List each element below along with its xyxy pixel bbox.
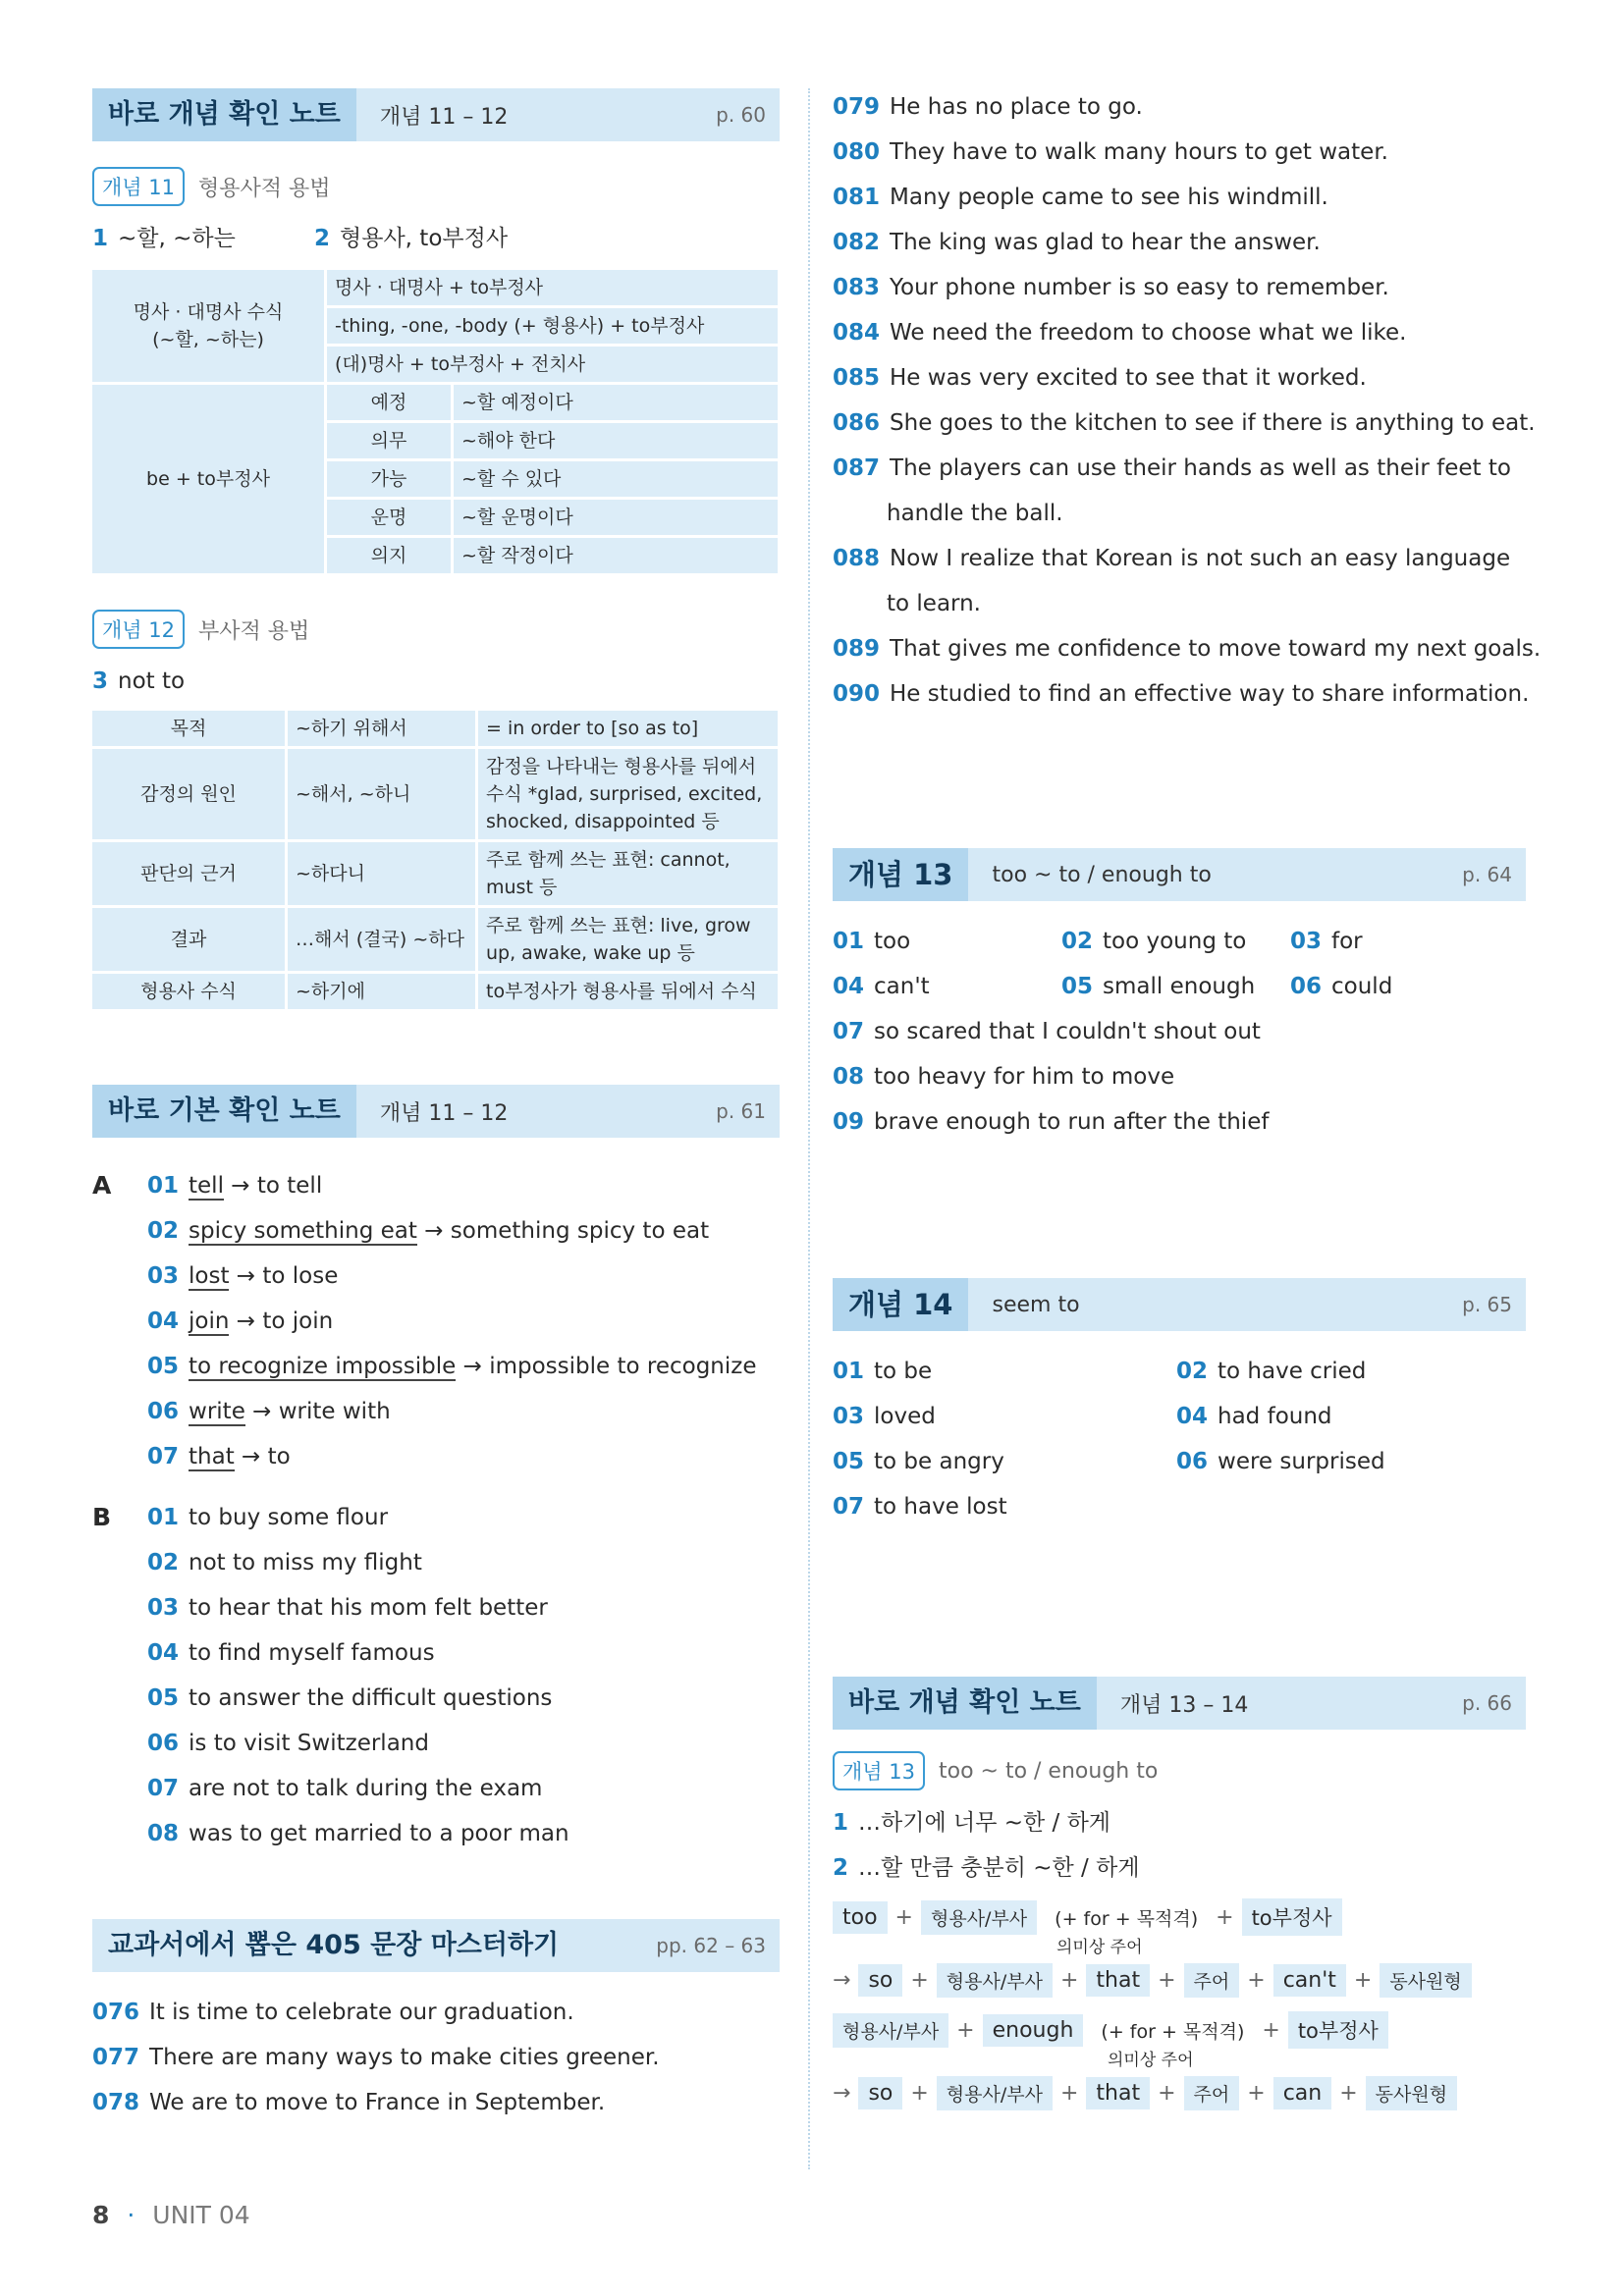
list-item: 06 write → write with (147, 1399, 391, 1424)
page-ref: p. 61 (716, 1099, 766, 1123)
list-item: 07 that → to (147, 1444, 291, 1469)
sentence-item: 081 Many people came to see his windmill. (833, 185, 1328, 210)
answer-item: 05 small enough (1061, 974, 1256, 999)
concept-answer: 1 …하기에 너무 ~한 / 하게 (833, 1810, 1111, 1836)
concept-badge: 개념 13 (833, 1751, 925, 1790)
list-item: 04 to find myself famous (147, 1640, 435, 1666)
answer-item: 09 brave enough to run after the thief (833, 1109, 1270, 1135)
sentence-item: 084 We need the freedom to choose what we like. (833, 320, 1407, 346)
list-item: 08 was to get married to a poor man (147, 1821, 569, 1846)
answer-item: 03 loved (833, 1404, 936, 1429)
concept-11-answers: 1 ~할, ~하는 2 형용사, to부정사 (92, 226, 509, 251)
section-header-concept-check-11-12 (92, 88, 780, 141)
section-title: 개념 14 (833, 1278, 968, 1331)
left-column (92, 88, 780, 2125)
section-a (92, 1163, 780, 1479)
concept-14-answers (833, 1349, 1526, 1529)
section-letter: B (92, 1503, 112, 1531)
sentence-continuation: to learn. (887, 591, 981, 616)
concept-title: 형용사적 용법 (197, 176, 331, 201)
concept-badge: 개념 11 (92, 167, 185, 206)
section-header-basic-check-11-12 (92, 1085, 780, 1138)
concept-12-heading (92, 610, 780, 649)
concept-range: 개념 11 – 12 (379, 1100, 509, 1126)
sentence-item: 078 We are to move to France in September. (92, 2090, 606, 2115)
concept-13-heading (833, 1751, 1526, 1790)
concept-range: 개념 11 – 12 (379, 104, 509, 130)
concept-answer: 2 …할 만큼 충분히 ~한 / 하게 (833, 1855, 1140, 1881)
sentence-item: 080 They have to walk many hours to get water. (833, 139, 1388, 165)
page-ref: p. 64 (1462, 863, 1512, 886)
answer-item: 02 too young to (1061, 929, 1247, 954)
concept-13-answers (833, 919, 1526, 1009)
section-b (92, 1495, 780, 1856)
sentence-item: 088 Now I realize that Korean is not such an easy language (833, 546, 1511, 571)
section-title: 바로 개념 확인 노트 (833, 1677, 1097, 1730)
list-item: 07 are not to talk during the exam (147, 1776, 543, 1801)
page-ref: p. 66 (1462, 1691, 1512, 1715)
answer-item: 01 to be (833, 1359, 933, 1384)
list-item: 04 join → to join (147, 1308, 334, 1334)
adverbial-usage-table: 목적 ~하기 위해서 = in order to [so as to] 감정의 원인 ~해서, ~하니 감정을 나타내는 형용사를 뒤에서 수식 *glad, surprised, excited, shocked, disappointed 등 판단의 근거 ~하다니 주로 함께 쓰는 표현: cannot, must 등 결과 …해서 (결국) ~하다 주로 함께 쓰는 표현: live, grow up, awake, wake up 등 형용사 수식 ~하기에 to부정사가 형용사를 뒤에서 수식 (89, 708, 781, 1012)
list-item: 05 to answer the difficult questions (147, 1685, 553, 1711)
adjectival-usage-table: 명사 · 대명사 수식 (~할, ~하는) 명사 · 대명사 + to부정사 -thing, -one, -body (+ 형용사) + to부정사 (대)명사 + to부정사 + 전치사 be + to부정사 예정 ~할 예정이다 의무 ~해야 한다 가능 ~할 수 있다 운명 ~할 운명이다 의지 ~할 작정이다 (89, 267, 781, 576)
concept-range: seem to (992, 1292, 1080, 1317)
subject-note: 의미상 주어 (1108, 2051, 1194, 2070)
sentence-item: 089 That gives me confidence to move toward my next goals. (833, 636, 1542, 662)
formula-enough-to: 형용사/부사 + enough (+ for + 목적격) + to부정사 의미상 주어 → so + 형용사/부사 + that + 주어 + can + 동사원형 (833, 2011, 1526, 2110)
answer-item: 02 to have cried (1176, 1359, 1367, 1384)
list-item: 05 to recognize impossible → impossible to recognize (147, 1354, 757, 1379)
section-letter: A (92, 1171, 112, 1200)
list-item: 03 to hear that his mom felt better (147, 1595, 548, 1621)
page-number: 8 (92, 2201, 110, 2229)
sentence-continuation: handle the ball. (887, 501, 1063, 526)
sentence-item: 079 He has no place to go. (833, 94, 1143, 120)
sentence-item: 085 He was very excited to see that it worked. (833, 365, 1367, 391)
answer-item: 04 had found (1176, 1404, 1332, 1429)
page-ref: p. 65 (1462, 1293, 1512, 1316)
list-item: 01 tell → to tell (147, 1173, 323, 1199)
page-footer: 8 · UNIT 04 (92, 2201, 250, 2229)
answer-item: 01 too (833, 929, 911, 954)
concept-range: 개념 13 – 14 (1119, 1692, 1249, 1718)
sentence-item: 087 The players can use their hands as well as their feet to (833, 455, 1511, 481)
section-title: 바로 기본 확인 노트 (92, 1085, 356, 1138)
list-item: 01 to buy some flour (147, 1505, 389, 1530)
concept-title: 부사적 용법 (197, 618, 310, 644)
section-header-concept-check-13-14 (833, 1677, 1526, 1730)
sentence-item: 083 Your phone number is so easy to remember. (833, 275, 1389, 300)
section-title: 교과서에서 뽑은 405 문장 마스터하기 (108, 1930, 560, 1960)
concept-11-heading (92, 167, 780, 206)
concept-12-answer: 3 not to (92, 668, 186, 694)
list-item: 02 spicy something eat → something spicy to eat (147, 1218, 710, 1244)
list-item: 02 not to miss my flight (147, 1550, 422, 1575)
answer-item: 04 can't (833, 974, 930, 999)
unit-label: UNIT 04 (152, 2201, 250, 2229)
answer-item: 07 so scared that I couldn't shout out (833, 1019, 1261, 1044)
subject-note: 의미상 주어 (1056, 1938, 1143, 1957)
concept-badge: 개념 12 (92, 610, 185, 649)
concept-range: too ~ to / enough to (992, 862, 1212, 887)
answer-item: 06 were surprised (1176, 1449, 1385, 1474)
section-title: 바로 개념 확인 노트 (92, 88, 356, 141)
page-ref: p. 60 (716, 103, 766, 127)
list-item: 03 lost → to lose (147, 1263, 339, 1289)
sentence-item: 076 It is time to celebrate our graduation. (92, 2000, 574, 2025)
column-divider (808, 88, 810, 2169)
answer-item: 05 to be angry (833, 1449, 1004, 1474)
sentence-item: 090 He studied to find an effective way to share information. (833, 681, 1530, 707)
section-title: 개념 13 (833, 848, 968, 901)
sentence-item: 086 She goes to the kitchen to see if there is anything to eat. (833, 410, 1536, 436)
page-ref: pp. 62 – 63 (656, 1934, 766, 1957)
concept-title: too ~ to / enough to (938, 1758, 1159, 1784)
section-header-concept-13 (833, 848, 1526, 901)
list-item: 06 is to visit Switzerland (147, 1731, 429, 1756)
formula-too-to: too + 형용사/부사 (+ for + 목적격) + to부정사 의미상 주어 → so + 형용사/부사 + that + 주어 + can't + 동사원형 (833, 1898, 1526, 1998)
right-column (833, 84, 1542, 2110)
answer-item: 03 for (1290, 929, 1363, 954)
sentence-item: 082 The king was glad to hear the answer. (833, 230, 1321, 255)
section-header-concept-14 (833, 1278, 1526, 1331)
section-header-405-sentences (92, 1919, 780, 1972)
answer-item: 06 could (1290, 974, 1393, 999)
answer-item: 08 too heavy for him to move (833, 1064, 1175, 1090)
sentence-item: 077 There are many ways to make cities greener. (92, 2045, 660, 2070)
answer-item: 07 to have lost (833, 1494, 1007, 1520)
